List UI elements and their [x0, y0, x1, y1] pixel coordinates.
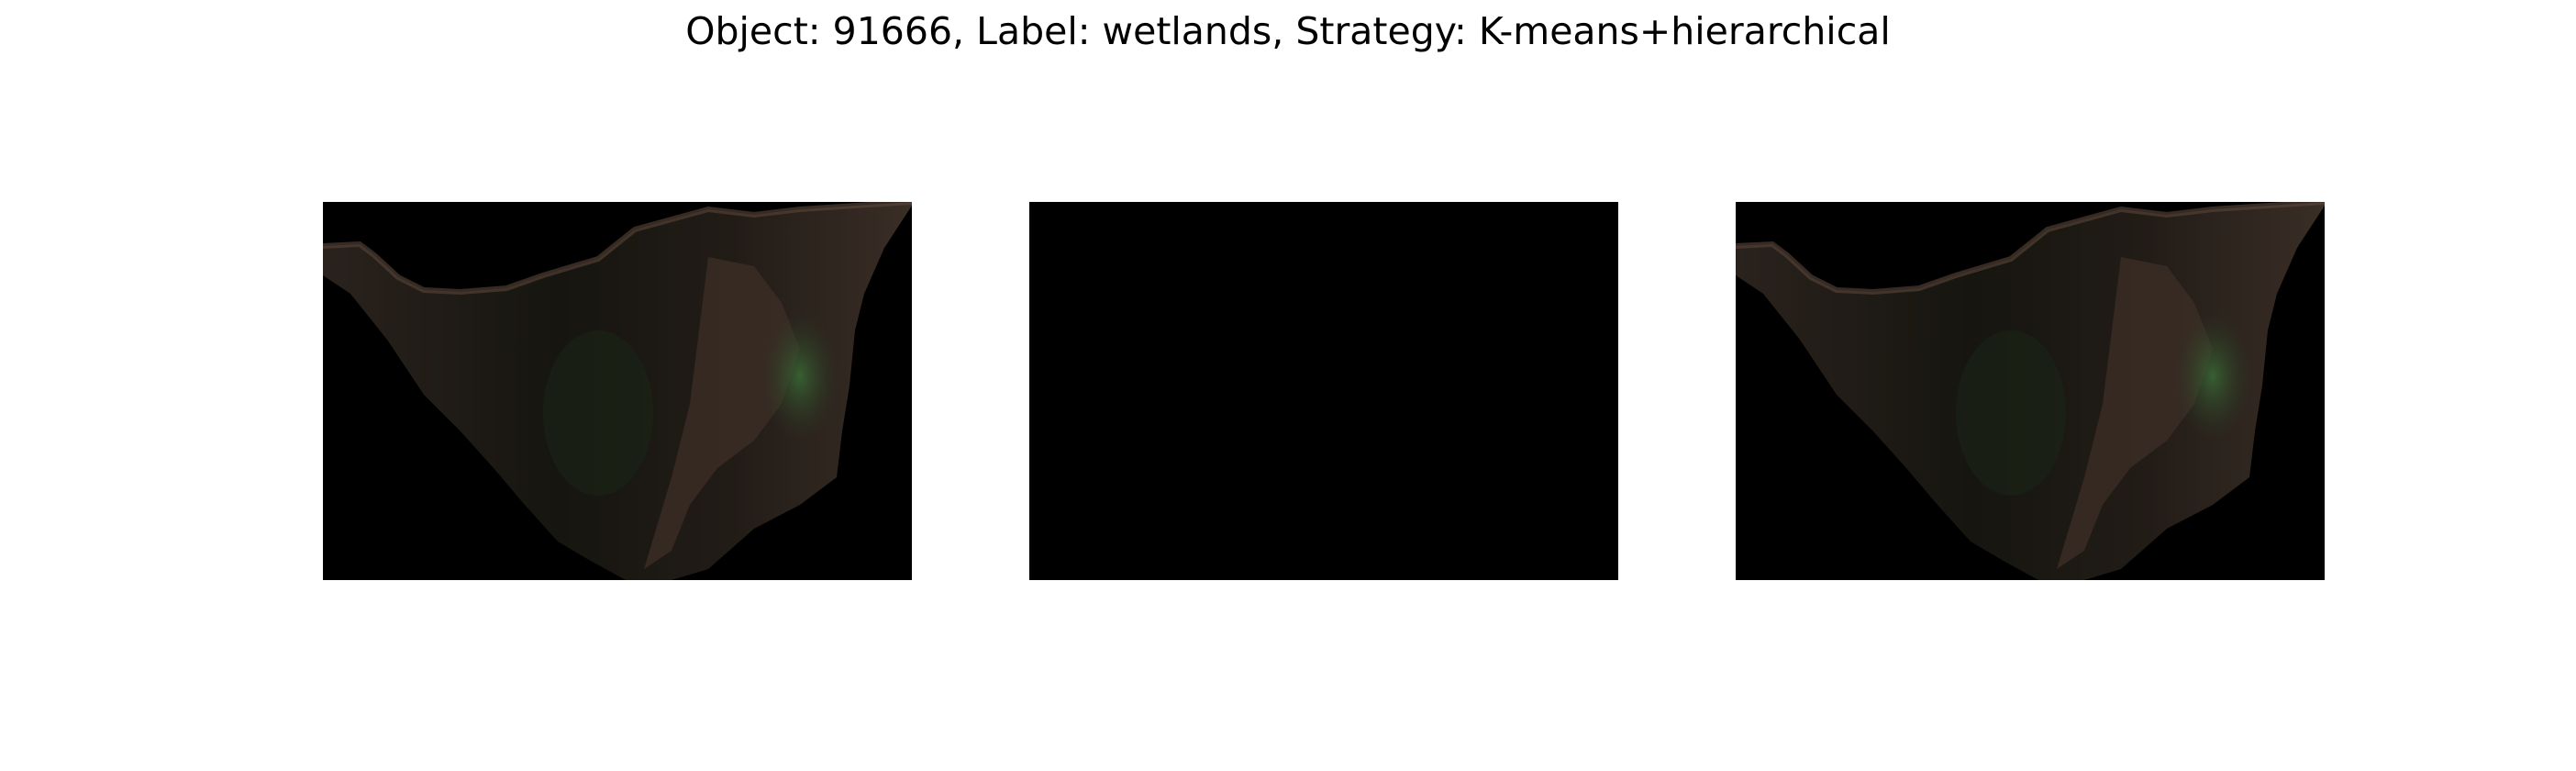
masked-patch-image	[323, 202, 912, 580]
image-panel-original	[323, 202, 912, 580]
image-panel-cluster	[1029, 202, 1618, 580]
dark-vegetation	[543, 330, 653, 496]
empty-black-image	[1029, 202, 1618, 580]
figure-title: Object: 91666, Label: wetlands, Strategy: K-means+hierarchical	[685, 9, 1891, 53]
masked-patch-image	[1736, 202, 2325, 580]
vegetation-patch	[2174, 310, 2251, 442]
dark-vegetation	[1956, 330, 2066, 496]
image-panel-result	[1736, 202, 2325, 580]
vegetation-patch	[761, 310, 838, 442]
